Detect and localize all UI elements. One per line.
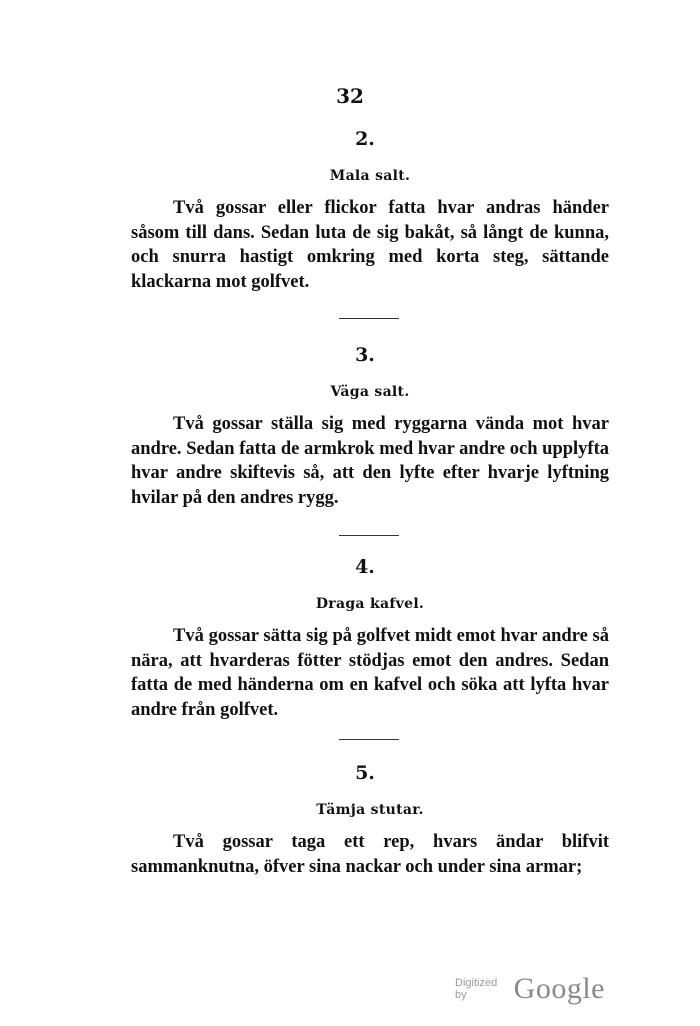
section-body: Två gossar taga ett rep, hvars ändar blifvit sammanknutna, öfver sina nackar och under sina armar; (131, 832, 609, 877)
section-title: Väga salt. (330, 384, 410, 400)
section-number: 4. (355, 556, 375, 578)
section-body: Två gossar sätta sig på golfvet midt emot hvar andre så nära, att hvarderas fötter stödjas emot den andres. Sedan fatta de med händerna om en kafvel och söka att lyfta hvar andre från golfvet. (131, 626, 609, 720)
section-5 (131, 762, 609, 879)
section-title: Mala salt. (329, 168, 411, 184)
watermark-prefix: Digitized by (455, 977, 498, 1001)
google-logo: Google (513, 972, 605, 1005)
section-divider (339, 535, 399, 536)
section-title: Draga kafvel. (315, 596, 425, 612)
section-title: Tämja stutar. (316, 802, 424, 818)
section-divider (339, 318, 399, 319)
section-4 (131, 556, 609, 722)
page-number: 32 (336, 84, 364, 108)
section-number: 3. (355, 344, 375, 366)
section-divider (339, 739, 399, 740)
section-body: Två gossar ställa sig med ryggarna vända mot hvar andre. Sedan fatta de armkrok med hvar andre och upplyfta hvar andre skiftevis så, att den lyfte efter hvarje lyftning hvilar på den andres rygg. (131, 414, 609, 508)
section-body: Två gossar eller flickor fatta hvar andras händer såsom till dans. Sedan luta de sig bakåt, så långt de kunna, och snurra hastigt omkring med korta steg, sättande klackarna mot golfvet. (131, 198, 609, 292)
digitized-watermark (455, 972, 605, 1006)
section-2 (131, 128, 609, 294)
section-3 (131, 344, 609, 510)
section-number: 5. (355, 762, 375, 784)
section-number: 2. (355, 128, 375, 150)
